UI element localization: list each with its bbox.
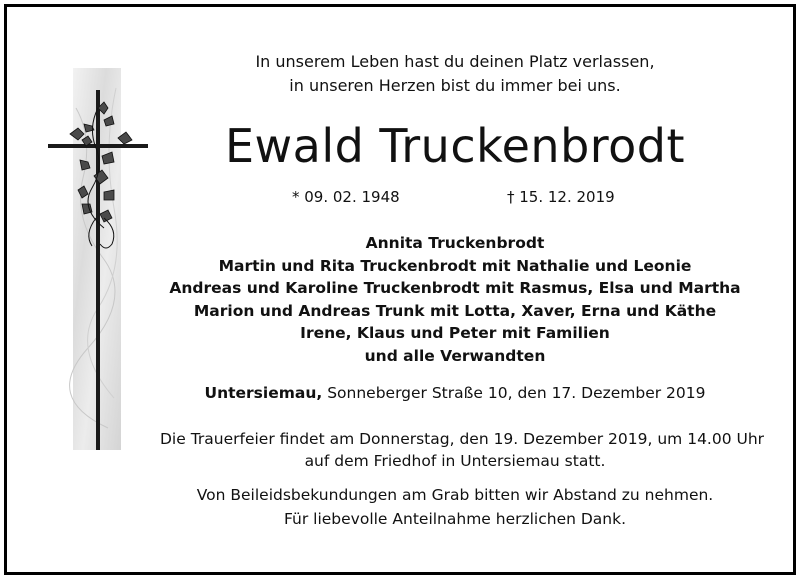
place-town: Untersiemau, [204, 384, 323, 402]
mourner-line: Annita Truckenbrodt [365, 234, 545, 252]
mourner-line: Irene, Klaus und Peter mit Familien [300, 324, 610, 342]
service-line: auf dem Friedhof in Untersiemau statt. [304, 452, 606, 470]
closing-note [160, 483, 750, 531]
life-dates [160, 188, 750, 212]
closing-line: Von Beileidsbekundungen am Grab bitten wir Abstand zu nehmen. [196, 486, 714, 504]
mourner-line: Martin und Rita Truckenbrodt mit Nathalie und Leonie [218, 256, 692, 275]
deceased-name: Ewald Truckenbrodt [224, 119, 686, 173]
birth-date: * 09. 02. 1948 [292, 188, 400, 206]
closing-line: Für liebevolle Anteilnahme herzlichen Dank. [283, 510, 627, 528]
funeral-service-info [160, 428, 765, 472]
mourner-line: und alle Verwandten [364, 346, 546, 365]
motto [160, 50, 750, 98]
place-and-date [160, 384, 750, 402]
mourners-list [160, 232, 750, 367]
place-address-date: Sonneberger Straße 10, den 17. Dezember 2019 [322, 384, 706, 402]
cross-with-ivy-icon [48, 68, 148, 450]
death-date: † 15. 12. 2019 [507, 188, 615, 206]
service-line: Die Trauerfeier findet am Donnerstag, den 19. Dezember 2019, um 14.00 Uhr [160, 430, 765, 448]
motto-line: In unserem Leben hast du deinen Platz verlassen, [255, 52, 655, 71]
mourner-line: Andreas und Karoline Truckenbrodt mit Rasmus, Elsa und Martha [169, 279, 741, 297]
mourner-line: Marion und Andreas Trunk mit Lotta, Xaver, Erna und Käthe [193, 301, 717, 320]
motto-line: in unseren Herzen bist du immer bei uns. [289, 76, 621, 95]
